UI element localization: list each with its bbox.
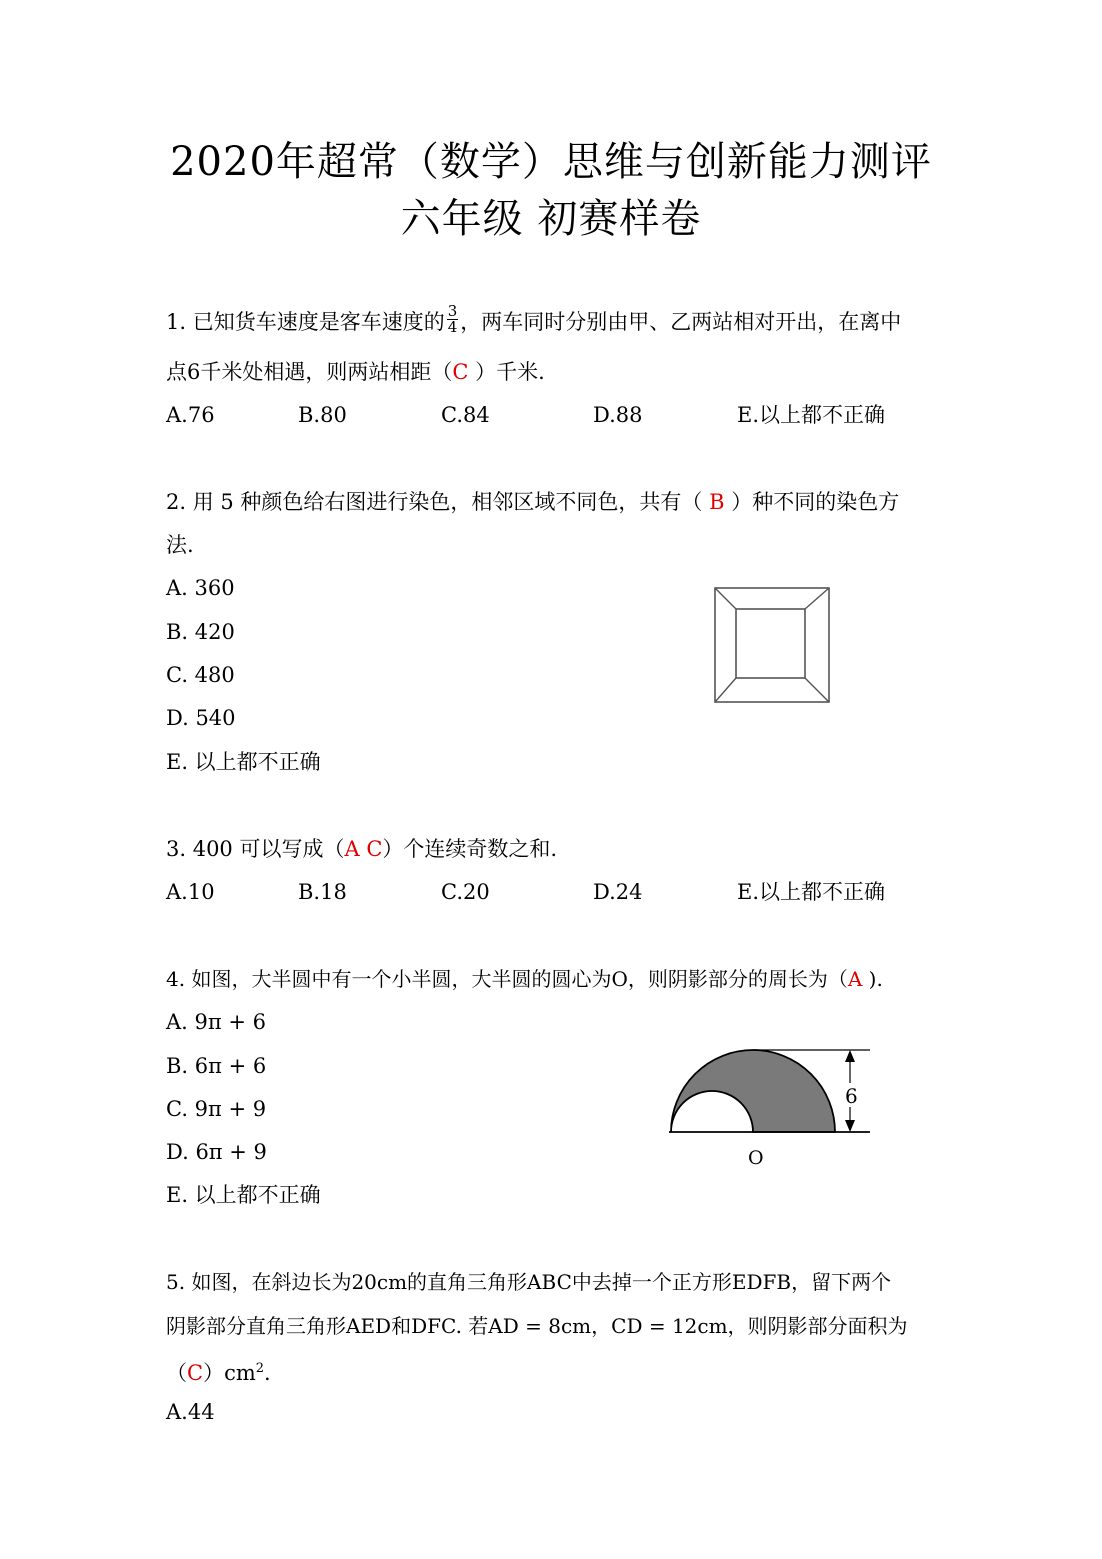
- q3-option-a: A.10: [166, 880, 215, 904]
- question-1-text: 1. 已知货车速度是客车速度的: [166, 310, 445, 334]
- corner-line: [805, 588, 829, 609]
- q4-option-e: E. 以上都不正确: [166, 1183, 321, 1207]
- fraction-denominator: 4: [447, 318, 458, 336]
- q4-option-a: A. 9π + 6: [166, 1010, 266, 1034]
- q3-option-b: B.18: [298, 880, 347, 904]
- question-4-answer: A: [847, 967, 863, 991]
- fraction: [447, 304, 459, 335]
- corner-line: [715, 588, 736, 609]
- corner-line: [805, 678, 829, 702]
- question-4-text: 4. 如图，大半圆中有一个小半圆，大半圆的圆心为O，则阴影部分的周长为（: [166, 967, 848, 991]
- shaded-region: [671, 1050, 835, 1132]
- question-3-answer: A C: [344, 837, 383, 861]
- q3-option-e: E.以上都不正确: [737, 880, 886, 904]
- dimension-label: 6: [845, 1084, 858, 1108]
- question-2-line-1: [166, 488, 899, 516]
- q4-option-d: D. 6π + 9: [166, 1140, 267, 1164]
- fraction-numerator: 3: [447, 302, 458, 320]
- q2-option-e: E. 以上都不正确: [166, 750, 321, 774]
- question-1-line-1: [166, 302, 902, 339]
- arrow-down-icon: [845, 1120, 855, 1132]
- question-4-line-1: [166, 965, 883, 993]
- arrow-up-icon: [845, 1050, 855, 1062]
- q2-square-figure: [713, 586, 832, 704]
- q2-option-d: D. 540: [166, 706, 236, 730]
- q4-semicircle-figure: [660, 1040, 880, 1175]
- q4-option-c: C. 9π + 9: [166, 1097, 267, 1121]
- q1-option-d: D.88: [593, 403, 643, 427]
- q4-option-b: B. 6π + 6: [166, 1054, 267, 1078]
- question-2-text: 2. 用 5 种颜色给右图进行染色，相邻区域不同色，共有（: [166, 490, 710, 514]
- question-3-text-cont: ）个连续奇数之和.: [382, 837, 558, 861]
- q3-option-d: D.24: [593, 880, 643, 904]
- question-1-answer: C: [452, 360, 469, 384]
- question-5-unit: ）cm: [203, 1361, 256, 1385]
- exam-title: 2020年超常（数学）思维与创新能力测评: [170, 139, 932, 185]
- q2-option-b: B. 420: [166, 620, 235, 644]
- question-1-text-cont: ，两车同时分别由甲、乙两站相对开出，在离中: [460, 310, 902, 334]
- q3-option-c: C.20: [441, 880, 490, 904]
- corner-line: [715, 678, 736, 702]
- question-1-line-2: [166, 358, 545, 386]
- q2-option-c: C. 480: [166, 663, 235, 687]
- inner-square: [736, 609, 805, 678]
- q1-option-a: A.76: [166, 403, 215, 427]
- question-5-text: （: [166, 1361, 187, 1385]
- unit-superscript: 2: [255, 1361, 265, 1376]
- q1-option-b: B.80: [298, 403, 347, 427]
- center-label-o: O: [748, 1147, 764, 1169]
- q1-option-c: C.84: [441, 403, 490, 427]
- q5-option-a: A.44: [166, 1400, 215, 1424]
- question-5-line-1: 5. 如图，在斜边长为20cm的直角三角形ABC中去掉一个正方形EDFB，留下两个: [166, 1270, 892, 1294]
- question-5-answer: C: [187, 1361, 204, 1385]
- question-5-line-2: 阴影部分直角三角形AED和DFC. 若AD = 8cm，CD = 12cm，则阴影部分面积为: [166, 1314, 908, 1338]
- question-2-line-2: 法.: [166, 533, 194, 557]
- question-3-line-1: [166, 835, 557, 863]
- question-1-text-line2: 点6千米处相遇，则两站相距（: [166, 360, 453, 384]
- question-1-text-end: ）千米.: [468, 360, 545, 384]
- question-2-answer: B: [709, 490, 725, 514]
- q2-option-a: A. 360: [166, 576, 235, 600]
- question-5-period: .: [264, 1361, 271, 1385]
- q1-option-e: E.以上都不正确: [737, 403, 886, 427]
- question-2-text-cont: ）种不同的染色方: [724, 490, 900, 514]
- question-5-line-3: [166, 1355, 271, 1387]
- question-4-text-cont: ).: [862, 967, 883, 991]
- question-3-text: 3. 400 可以写成（: [166, 837, 345, 861]
- exam-subtitle: 六年级 初赛样卷: [400, 196, 702, 242]
